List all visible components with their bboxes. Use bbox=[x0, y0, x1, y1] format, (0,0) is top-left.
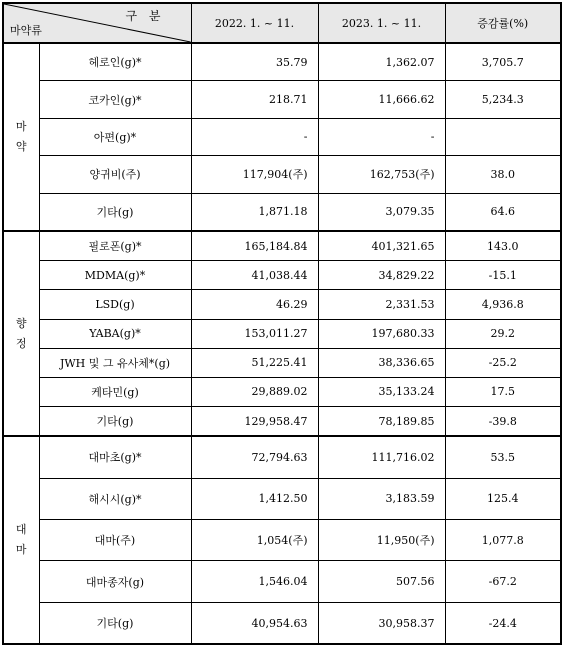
category-cell: 대 마 bbox=[3, 436, 39, 644]
table-row bbox=[3, 290, 561, 319]
table-row bbox=[3, 261, 561, 290]
change-rate: 64.6 bbox=[445, 193, 561, 231]
change-rate: 29.2 bbox=[445, 319, 561, 348]
value-2022: 218.71 bbox=[191, 81, 318, 118]
value-2023: 34,829.22 bbox=[318, 261, 445, 290]
change-rate: 17.5 bbox=[445, 377, 561, 406]
value-2022: - bbox=[191, 118, 318, 155]
table-row bbox=[3, 478, 561, 519]
table-row bbox=[3, 43, 561, 81]
drug-name: 헤로인(g)* bbox=[39, 43, 191, 81]
value-2022: 29,889.02 bbox=[191, 377, 318, 406]
corner-header-bottom: 마약류 bbox=[10, 24, 42, 37]
value-2023: 38,336.65 bbox=[318, 348, 445, 377]
drug-name: JWH 및 그 유사체*(g) bbox=[39, 348, 191, 377]
drug-name: 기타(g) bbox=[39, 602, 191, 644]
value-2023: 2,331.53 bbox=[318, 290, 445, 319]
value-2023: 197,680.33 bbox=[318, 319, 445, 348]
table-row bbox=[3, 602, 561, 644]
value-2022: 41,038.44 bbox=[191, 261, 318, 290]
value-2023: 507.56 bbox=[318, 561, 445, 602]
value-2023: 111,716.02 bbox=[318, 436, 445, 478]
drug-name: 필로폰(g)* bbox=[39, 231, 191, 261]
value-2023: 11,950(주) bbox=[318, 520, 445, 561]
table-row bbox=[3, 319, 561, 348]
change-rate: -24.4 bbox=[445, 602, 561, 644]
value-2023: 35,133.24 bbox=[318, 377, 445, 406]
value-2022: 51,225.41 bbox=[191, 348, 318, 377]
drug-name: MDMA(g)* bbox=[39, 261, 191, 290]
drug-name: 대마(주) bbox=[39, 520, 191, 561]
value-2023: 11,666.62 bbox=[318, 81, 445, 118]
value-2022: 46.29 bbox=[191, 290, 318, 319]
change-rate: 38.0 bbox=[445, 156, 561, 193]
value-2023: 401,321.65 bbox=[318, 231, 445, 261]
value-2022: 1,412.50 bbox=[191, 478, 318, 519]
value-2023: 1,362.07 bbox=[318, 43, 445, 81]
table-row bbox=[3, 193, 561, 231]
change-rate: 53.5 bbox=[445, 436, 561, 478]
table-row bbox=[3, 231, 561, 261]
category-cell: 마 약 bbox=[3, 43, 39, 231]
drug-name: LSD(g) bbox=[39, 290, 191, 319]
change-rate bbox=[445, 118, 561, 155]
drug-name: 대마종자(g) bbox=[39, 561, 191, 602]
table-row bbox=[3, 348, 561, 377]
value-2022: 72,794.63 bbox=[191, 436, 318, 478]
table-row bbox=[3, 436, 561, 478]
value-2022: 1,871.18 bbox=[191, 193, 318, 231]
table-row bbox=[3, 81, 561, 118]
drug-name: 대마초(g)* bbox=[39, 436, 191, 478]
value-2022: 129,958.47 bbox=[191, 407, 318, 437]
change-rate: 1,077.8 bbox=[445, 520, 561, 561]
corner-header-top: 구 분 bbox=[125, 9, 165, 23]
table-row bbox=[3, 118, 561, 155]
table-row bbox=[3, 520, 561, 561]
drug-name: 코카인(g)* bbox=[39, 81, 191, 118]
change-rate: -39.8 bbox=[445, 407, 561, 437]
header-rate: 증감률(%) bbox=[445, 3, 561, 43]
change-rate: -67.2 bbox=[445, 561, 561, 602]
change-rate: 125.4 bbox=[445, 478, 561, 519]
corner-header-cell bbox=[3, 3, 191, 43]
value-2023: - bbox=[318, 118, 445, 155]
drug-seizure-table bbox=[2, 2, 562, 645]
drug-name: 해시시(g)* bbox=[39, 478, 191, 519]
value-2023: 3,079.35 bbox=[318, 193, 445, 231]
value-2022: 153,011.27 bbox=[191, 319, 318, 348]
table-row bbox=[3, 561, 561, 602]
change-rate: 143.0 bbox=[445, 231, 561, 261]
drug-name: 케타민(g) bbox=[39, 377, 191, 406]
drug-name: YABA(g)* bbox=[39, 319, 191, 348]
value-2023: 78,189.85 bbox=[318, 407, 445, 437]
drug-name: 양귀비(주) bbox=[39, 156, 191, 193]
change-rate: -25.2 bbox=[445, 348, 561, 377]
category-cell: 향 정 bbox=[3, 231, 39, 436]
drug-name: 아편(g)* bbox=[39, 118, 191, 155]
value-2022: 1,546.04 bbox=[191, 561, 318, 602]
value-2023: 30,958.37 bbox=[318, 602, 445, 644]
change-rate: -15.1 bbox=[445, 261, 561, 290]
header-row bbox=[3, 3, 561, 43]
header-2022: 2022. 1. ~ 11. bbox=[191, 3, 318, 43]
value-2022: 1,054(주) bbox=[191, 520, 318, 561]
value-2022: 35.79 bbox=[191, 43, 318, 81]
change-rate: 5,234.3 bbox=[445, 81, 561, 118]
value-2022: 165,184.84 bbox=[191, 231, 318, 261]
table-row bbox=[3, 377, 561, 406]
table-row bbox=[3, 156, 561, 193]
change-rate: 3,705.7 bbox=[445, 43, 561, 81]
value-2022: 117,904(주) bbox=[191, 156, 318, 193]
header-2023: 2023. 1. ~ 11. bbox=[318, 3, 445, 43]
change-rate: 4,936.8 bbox=[445, 290, 561, 319]
value-2023: 162,753(주) bbox=[318, 156, 445, 193]
value-2022: 40,954.63 bbox=[191, 602, 318, 644]
table-row bbox=[3, 407, 561, 437]
drug-name: 기타(g) bbox=[39, 407, 191, 437]
value-2023: 3,183.59 bbox=[318, 478, 445, 519]
drug-name: 기타(g) bbox=[39, 193, 191, 231]
